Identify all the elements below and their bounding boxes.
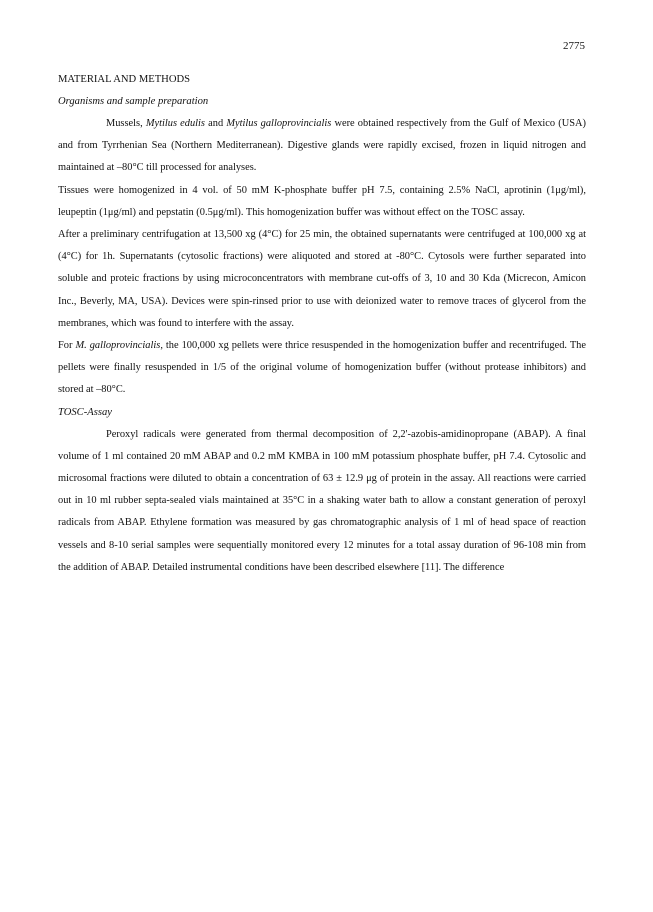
text-run: , the 100,000 xg pellets were thrice resuspended in the homogenization buffer and recentrifuged. The pellets were finally resuspended in 1/5 of the original volume of homogenization buffer (without protease inhibitors) and stored at –80°C.	[58, 340, 586, 396]
species-name: Mytilus galloprovincialis	[226, 118, 332, 129]
species-name: M. galloprovincialis	[75, 340, 161, 352]
paragraph-pellets	[58, 335, 586, 402]
section-title: MATERIAL AND METHODS	[58, 74, 191, 85]
paragraph-tosc-assay: Peroxyl radicals were generated from thermal decomposition of 2,2'-azobis-amidinopropane (ABAP). A final volume of 1 ml contained 20 mM ABAP and 0.2 mM KMBA in 100 mM potassium phosphate buffer, pH 7.4. Cytosolic and microsomal fractions were diluted to obtain a concentration of 63 ± 12.9 μg of protein in the assay. All reactions were carried out in 10 ml rubber septa-sealed vials maintained at 35°C in a shaking water bath to allow a constant generation of peroxyl radicals from ABAP. Ethylene formation was measured by gas chromatographic analysis of 1 ml of head space of reaction vessels and 8-10 serial samples were sequentially monitored every 12 minutes for a total assay duration of 96-108 min from the addition of ABAP. Detailed instrumental conditions have been described elsewhere [11]. The difference	[58, 428, 586, 573]
text-run: For	[58, 340, 76, 352]
subsection-title-organisms: Organisms and sample preparation	[58, 96, 209, 107]
paragraph-mussels	[58, 113, 586, 180]
page-number: 2775	[563, 40, 585, 52]
paragraph-homogenization: Tissues were homogenized in 4 vol. of 50 mM K-phosphate buffer pH 7.5, containing 2.5% NaCl, aprotinin (1μg/ml), leupeptin (1μg/ml) and pepstatin (0.5μg/ml). This homogenization buffer was without effect on the TOSC assay.	[58, 184, 586, 218]
page-content	[58, 69, 586, 579]
subsection-title-tosc: TOSC-Assay	[58, 406, 112, 418]
text-run: were obtained respectively from the Gulf of Mexico (USA) and from Tyrrhenian Sea (Northern Mediterranean). Digestive glands were rapidly excised, frozen in liquid nitrogen and maintained at –80°C till processed for analyses.	[58, 118, 586, 174]
paragraph-centrifugation: After a preliminary centrifugation at 13,500 xg (4°C) for 25 min, the obtained supernatants were centrifuged at 100,000 xg at (4°C) for 1h. Supernatants (cytosolic fractions) were aliquoted and stored at -80°C. Cytosols were further separated into soluble and proteic fractions by using microconcentrators with membrane cut-offs of 3, 10 and 30 Kda (Micrecon, Amicon Inc., Beverly, MA, USA). Devices were spin-rinsed prior to use with deionized water to remove traces of glycerol from the membranes, which was found to interfere with the assay.	[58, 229, 586, 329]
text-run: Mussels,	[106, 118, 146, 129]
species-name: Mytilus edulis	[145, 118, 205, 129]
text-run: and	[204, 118, 227, 129]
